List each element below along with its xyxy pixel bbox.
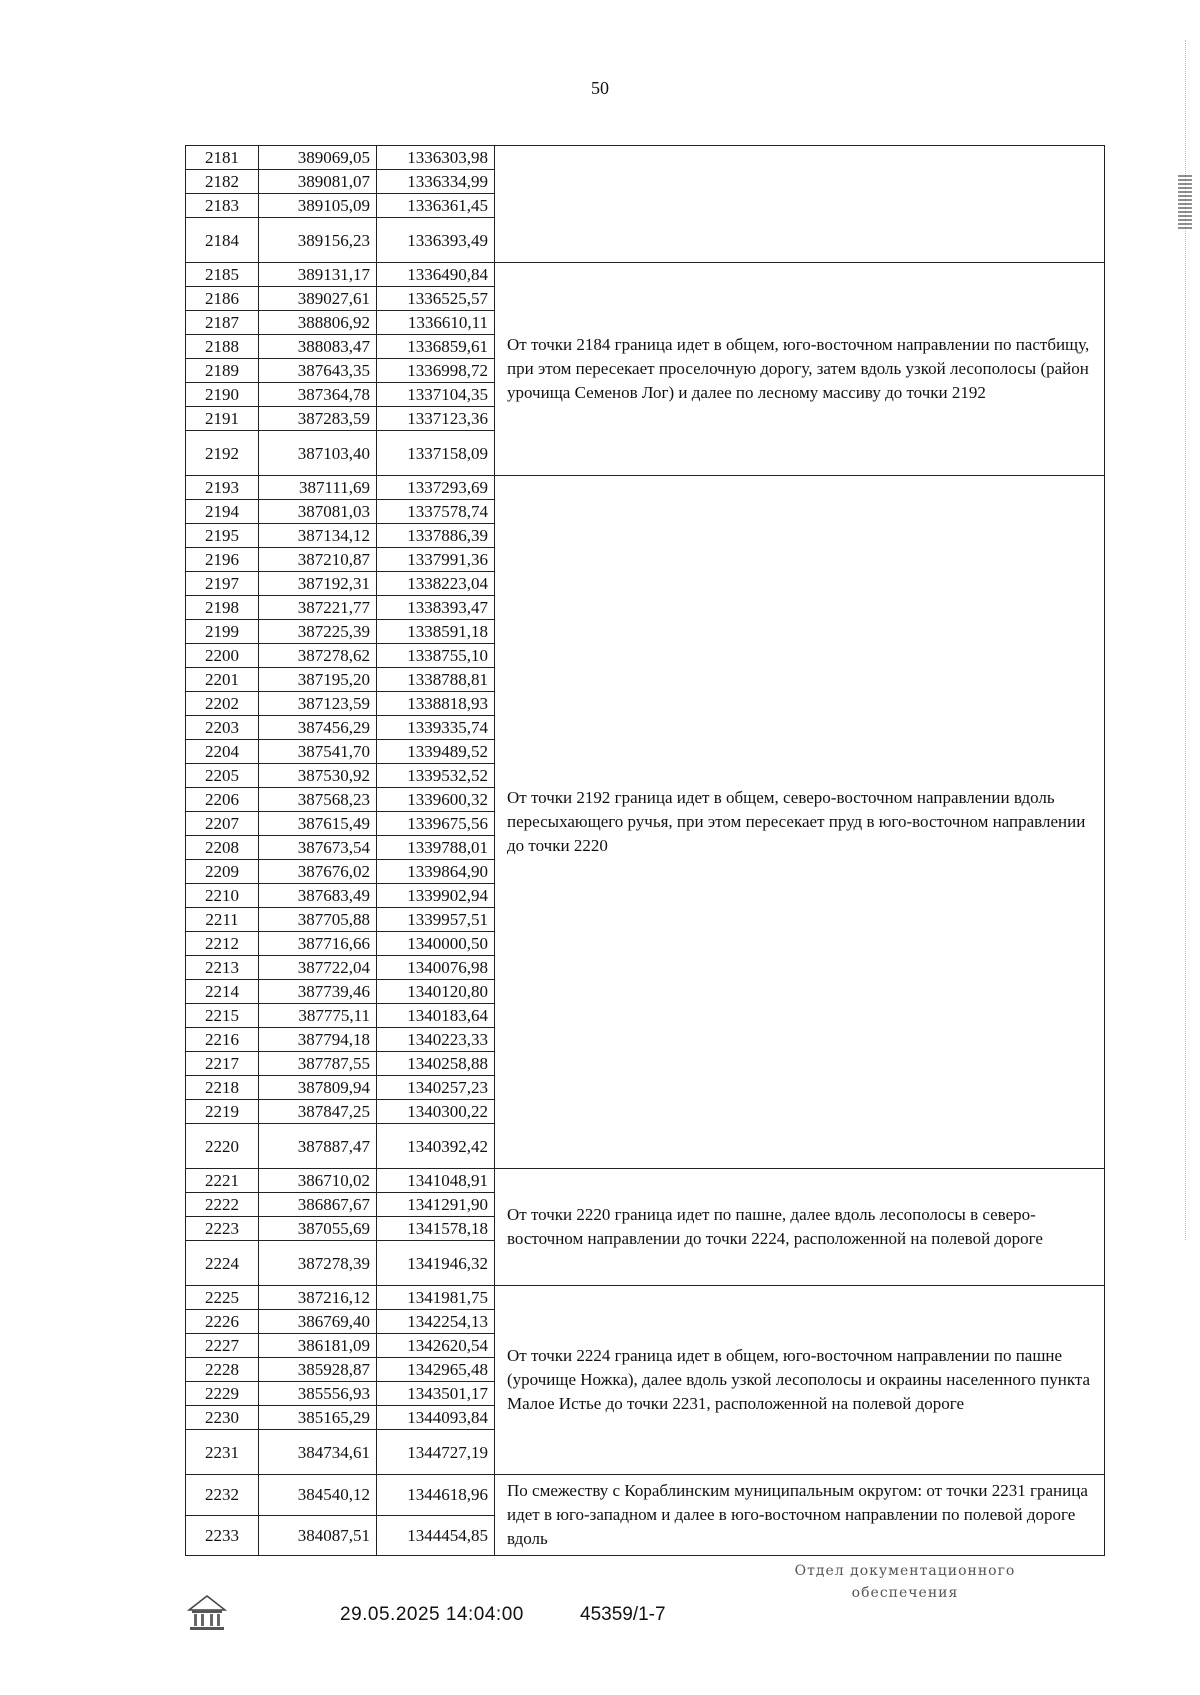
y-coordinate-cell: 1337158,09 <box>377 431 495 476</box>
point-number-cell: 2222 <box>186 1193 259 1217</box>
point-number-cell: 2216 <box>186 1028 259 1052</box>
y-coordinate-cell: 1340300,22 <box>377 1100 495 1124</box>
boundary-description-cell <box>495 146 1105 263</box>
point-number-cell: 2227 <box>186 1334 259 1358</box>
x-coordinate-cell: 384540,12 <box>259 1475 377 1516</box>
x-coordinate-cell: 387364,78 <box>259 383 377 407</box>
point-number-cell: 2195 <box>186 524 259 548</box>
y-coordinate-cell: 1336490,84 <box>377 263 495 287</box>
point-number-cell: 2230 <box>186 1406 259 1430</box>
x-coordinate-cell: 384087,51 <box>259 1515 377 1556</box>
y-coordinate-cell: 1339957,51 <box>377 908 495 932</box>
x-coordinate-cell: 386867,67 <box>259 1193 377 1217</box>
y-coordinate-cell: 1341981,75 <box>377 1286 495 1310</box>
point-number-cell: 2181 <box>186 146 259 170</box>
point-number-cell: 2199 <box>186 620 259 644</box>
boundary-description-cell: От точки 2192 граница идет в общем, северо-восточном направлении вдоль пересыхающего ручья, при этом пересекает пруд в юго-восточном направлении до точки 2220 <box>495 476 1105 1169</box>
point-number-cell: 2201 <box>186 668 259 692</box>
point-number-cell: 2207 <box>186 812 259 836</box>
x-coordinate-cell: 387716,66 <box>259 932 377 956</box>
y-coordinate-cell: 1340076,98 <box>377 956 495 980</box>
table-row <box>186 146 1105 170</box>
y-coordinate-cell: 1339864,90 <box>377 860 495 884</box>
boundary-description-cell: От точки 2220 граница идет по пашне, далее вдоль лесополосы в северо-восточном направлении до точки 2224, расположенной на полевой дороге <box>495 1169 1105 1286</box>
x-coordinate-cell: 386769,40 <box>259 1310 377 1334</box>
x-coordinate-cell: 387568,23 <box>259 788 377 812</box>
x-coordinate-cell: 387210,87 <box>259 548 377 572</box>
y-coordinate-cell: 1339600,32 <box>377 788 495 812</box>
x-coordinate-cell: 388806,92 <box>259 311 377 335</box>
y-coordinate-cell: 1337991,36 <box>377 548 495 572</box>
archive-building-icon <box>185 1590 229 1634</box>
point-number-cell: 2188 <box>186 335 259 359</box>
x-coordinate-cell: 387192,31 <box>259 572 377 596</box>
point-number-cell: 2184 <box>186 218 259 263</box>
coordinates-table-body <box>186 146 1105 1556</box>
x-coordinate-cell: 387794,18 <box>259 1028 377 1052</box>
y-coordinate-cell: 1339335,74 <box>377 716 495 740</box>
y-coordinate-cell: 1340120,80 <box>377 980 495 1004</box>
point-number-cell: 2209 <box>186 860 259 884</box>
x-coordinate-cell: 387705,88 <box>259 908 377 932</box>
point-number-cell: 2229 <box>186 1382 259 1406</box>
point-number-cell: 2232 <box>186 1475 259 1516</box>
x-coordinate-cell: 385928,87 <box>259 1358 377 1382</box>
y-coordinate-cell: 1341946,32 <box>377 1241 495 1286</box>
boundary-description-cell: По смежеству с Кораблинским муниципальным округом: от точки 2231 граница идет в юго-западном и далее в юго-восточном направлении по полевой дороге вдоль <box>495 1475 1105 1556</box>
x-coordinate-cell: 387195,20 <box>259 668 377 692</box>
y-coordinate-cell: 1342254,13 <box>377 1310 495 1334</box>
point-number-cell: 2214 <box>186 980 259 1004</box>
point-number-cell: 2208 <box>186 836 259 860</box>
x-coordinate-cell: 387225,39 <box>259 620 377 644</box>
y-coordinate-cell: 1336334,99 <box>377 170 495 194</box>
point-number-cell: 2182 <box>186 170 259 194</box>
point-number-cell: 2211 <box>186 908 259 932</box>
point-number-cell: 2223 <box>186 1217 259 1241</box>
margin-scan-block <box>1178 175 1192 231</box>
y-coordinate-cell: 1342620,54 <box>377 1334 495 1358</box>
point-number-cell: 2203 <box>186 716 259 740</box>
y-coordinate-cell: 1337104,35 <box>377 383 495 407</box>
x-coordinate-cell: 387775,11 <box>259 1004 377 1028</box>
x-coordinate-cell: 387103,40 <box>259 431 377 476</box>
x-coordinate-cell: 387683,49 <box>259 884 377 908</box>
x-coordinate-cell: 387530,92 <box>259 764 377 788</box>
table-row <box>186 476 1105 500</box>
point-number-cell: 2197 <box>186 572 259 596</box>
point-number-cell: 2194 <box>186 500 259 524</box>
point-number-cell: 2187 <box>186 311 259 335</box>
page-number: 50 <box>591 78 609 98</box>
stamp-line-2: обеспечения <box>851 1585 959 1601</box>
point-number-cell: 2192 <box>186 431 259 476</box>
x-coordinate-cell: 389069,05 <box>259 146 377 170</box>
y-coordinate-cell: 1339902,94 <box>377 884 495 908</box>
point-number-cell: 2200 <box>186 644 259 668</box>
y-coordinate-cell: 1342965,48 <box>377 1358 495 1382</box>
point-number-cell: 2206 <box>186 788 259 812</box>
x-coordinate-cell: 387739,46 <box>259 980 377 1004</box>
y-coordinate-cell: 1343501,17 <box>377 1382 495 1406</box>
y-coordinate-cell: 1340183,64 <box>377 1004 495 1028</box>
x-coordinate-cell: 387123,59 <box>259 692 377 716</box>
x-coordinate-cell: 387081,03 <box>259 500 377 524</box>
x-coordinate-cell: 387456,29 <box>259 716 377 740</box>
x-coordinate-cell: 387541,70 <box>259 740 377 764</box>
stamp-line-1: Отдел документационного <box>794 1563 1016 1579</box>
y-coordinate-cell: 1337578,74 <box>377 500 495 524</box>
x-coordinate-cell: 387847,25 <box>259 1100 377 1124</box>
point-number-cell: 2213 <box>186 956 259 980</box>
y-coordinate-cell: 1336361,45 <box>377 194 495 218</box>
x-coordinate-cell: 389156,23 <box>259 218 377 263</box>
point-number-cell: 2198 <box>186 596 259 620</box>
x-coordinate-cell: 387221,77 <box>259 596 377 620</box>
x-coordinate-cell: 385556,93 <box>259 1382 377 1406</box>
y-coordinate-cell: 1344093,84 <box>377 1406 495 1430</box>
y-coordinate-cell: 1344727,19 <box>377 1430 495 1475</box>
x-coordinate-cell: 387278,62 <box>259 644 377 668</box>
boundary-description-cell: От точки 2224 граница идет в общем, юго-восточном направлении по пашне (урочище Ножка), далее вдоль узкой лесополосы и окраины населенного пункта Малое Истье до точки 2231, расположенной на полевой дороге <box>495 1286 1105 1475</box>
point-number-cell: 2210 <box>186 884 259 908</box>
point-number-cell: 2224 <box>186 1241 259 1286</box>
x-coordinate-cell: 388083,47 <box>259 335 377 359</box>
point-number-cell: 2191 <box>186 407 259 431</box>
y-coordinate-cell: 1340258,88 <box>377 1052 495 1076</box>
point-number-cell: 2221 <box>186 1169 259 1193</box>
point-number-cell: 2231 <box>186 1430 259 1475</box>
x-coordinate-cell: 389027,61 <box>259 287 377 311</box>
table-row <box>186 1286 1105 1310</box>
x-coordinate-cell: 387615,49 <box>259 812 377 836</box>
y-coordinate-cell: 1339675,56 <box>377 812 495 836</box>
point-number-cell: 2205 <box>186 764 259 788</box>
point-number-cell: 2202 <box>186 692 259 716</box>
y-coordinate-cell: 1340000,50 <box>377 932 495 956</box>
y-coordinate-cell: 1336525,57 <box>377 287 495 311</box>
x-coordinate-cell: 384734,61 <box>259 1430 377 1475</box>
point-number-cell: 2196 <box>186 548 259 572</box>
y-coordinate-cell: 1336859,61 <box>377 335 495 359</box>
y-coordinate-cell: 1338755,10 <box>377 644 495 668</box>
x-coordinate-cell: 386710,02 <box>259 1169 377 1193</box>
y-coordinate-cell: 1338591,18 <box>377 620 495 644</box>
point-number-cell: 2183 <box>186 194 259 218</box>
y-coordinate-cell: 1337886,39 <box>377 524 495 548</box>
y-coordinate-cell: 1339532,52 <box>377 764 495 788</box>
y-coordinate-cell: 1340392,42 <box>377 1124 495 1169</box>
y-coordinate-cell: 1341048,91 <box>377 1169 495 1193</box>
y-coordinate-cell: 1338818,93 <box>377 692 495 716</box>
department-stamp <box>740 1560 1070 1604</box>
y-coordinate-cell: 1340223,33 <box>377 1028 495 1052</box>
y-coordinate-cell: 1336998,72 <box>377 359 495 383</box>
point-number-cell: 2185 <box>186 263 259 287</box>
x-coordinate-cell: 385165,29 <box>259 1406 377 1430</box>
point-number-cell: 2190 <box>186 383 259 407</box>
point-number-cell: 2228 <box>186 1358 259 1382</box>
x-coordinate-cell: 387283,59 <box>259 407 377 431</box>
y-coordinate-cell: 1344618,96 <box>377 1475 495 1516</box>
x-coordinate-cell: 387134,12 <box>259 524 377 548</box>
x-coordinate-cell: 387111,69 <box>259 476 377 500</box>
coordinates-table <box>185 145 1105 1556</box>
table-row <box>186 263 1105 287</box>
x-coordinate-cell: 386181,09 <box>259 1334 377 1358</box>
y-coordinate-cell: 1337293,69 <box>377 476 495 500</box>
y-coordinate-cell: 1338393,47 <box>377 596 495 620</box>
y-coordinate-cell: 1336610,11 <box>377 311 495 335</box>
point-number-cell: 2219 <box>186 1100 259 1124</box>
x-coordinate-cell: 387787,55 <box>259 1052 377 1076</box>
table-row <box>186 1169 1105 1193</box>
y-coordinate-cell: 1341578,18 <box>377 1217 495 1241</box>
boundary-description-cell: От точки 2184 граница идет в общем, юго-восточном направлении по пастбищу, при этом пересекает проселочную дорогу, затем вдоль узкой лесополосы (район урочища Семенов Лог) и далее по лесному массиву до точки 2192 <box>495 263 1105 476</box>
x-coordinate-cell: 389081,07 <box>259 170 377 194</box>
point-number-cell: 2220 <box>186 1124 259 1169</box>
x-coordinate-cell: 387278,39 <box>259 1241 377 1286</box>
y-coordinate-cell: 1337123,36 <box>377 407 495 431</box>
point-number-cell: 2225 <box>186 1286 259 1310</box>
x-coordinate-cell: 387722,04 <box>259 956 377 980</box>
point-number-cell: 2212 <box>186 932 259 956</box>
footer-document-number: 45359/1-7 <box>580 1604 666 1625</box>
y-coordinate-cell: 1338223,04 <box>377 572 495 596</box>
point-number-cell: 2226 <box>186 1310 259 1334</box>
y-coordinate-cell: 1338788,81 <box>377 668 495 692</box>
table-row <box>186 1475 1105 1516</box>
y-coordinate-cell: 1336393,49 <box>377 218 495 263</box>
y-coordinate-cell: 1341291,90 <box>377 1193 495 1217</box>
point-number-cell: 2218 <box>186 1076 259 1100</box>
footer-datetime: 29.05.2025 14:04:00 <box>340 1604 524 1625</box>
x-coordinate-cell: 389131,17 <box>259 263 377 287</box>
x-coordinate-cell: 387055,69 <box>259 1217 377 1241</box>
y-coordinate-cell: 1339788,01 <box>377 836 495 860</box>
x-coordinate-cell: 389105,09 <box>259 194 377 218</box>
point-number-cell: 2217 <box>186 1052 259 1076</box>
point-number-cell: 2204 <box>186 740 259 764</box>
x-coordinate-cell: 387216,12 <box>259 1286 377 1310</box>
x-coordinate-cell: 387643,35 <box>259 359 377 383</box>
y-coordinate-cell: 1344454,85 <box>377 1515 495 1556</box>
y-coordinate-cell: 1340257,23 <box>377 1076 495 1100</box>
point-number-cell: 2215 <box>186 1004 259 1028</box>
x-coordinate-cell: 387673,54 <box>259 836 377 860</box>
point-number-cell: 2186 <box>186 287 259 311</box>
y-coordinate-cell: 1339489,52 <box>377 740 495 764</box>
point-number-cell: 2233 <box>186 1515 259 1556</box>
x-coordinate-cell: 387887,47 <box>259 1124 377 1169</box>
x-coordinate-cell: 387676,02 <box>259 860 377 884</box>
y-coordinate-cell: 1336303,98 <box>377 146 495 170</box>
point-number-cell: 2189 <box>186 359 259 383</box>
point-number-cell: 2193 <box>186 476 259 500</box>
x-coordinate-cell: 387809,94 <box>259 1076 377 1100</box>
